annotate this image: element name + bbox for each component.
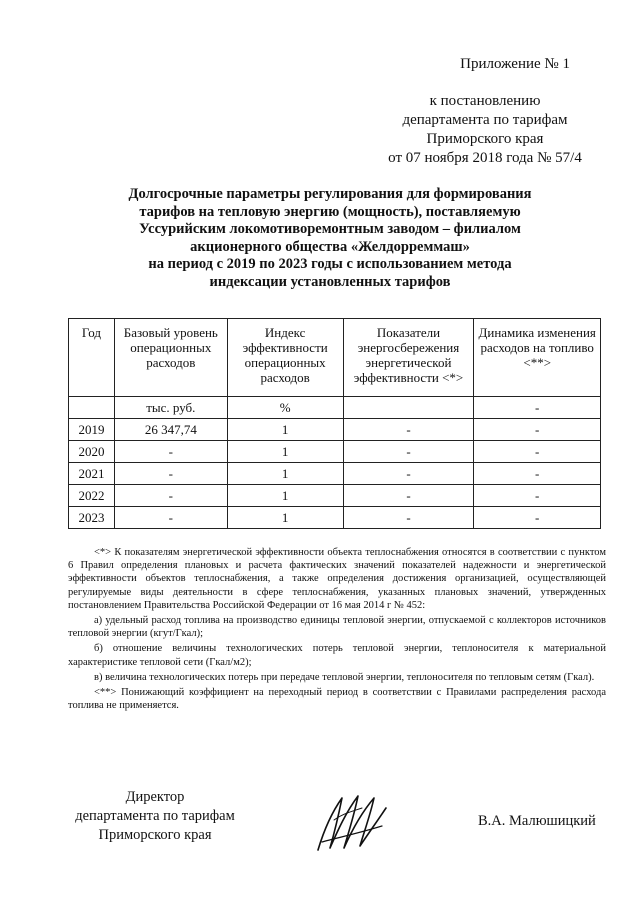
table-cell: 1 (227, 419, 343, 441)
table-cell: - (474, 463, 601, 485)
signatory-name: В.А. Малюшицкий (478, 813, 596, 829)
table-cell (69, 397, 115, 419)
table-cell: 2022 (69, 485, 115, 507)
reference-line: от 07 ноября 2018 года № 57/4 (388, 150, 582, 166)
table-cell: - (114, 463, 227, 485)
table-cell: - (114, 441, 227, 463)
table-cell: - (343, 463, 474, 485)
document-title (90, 186, 570, 291)
footnote-item-b: б) отношение величины технологических потерь тепловой энергии, теплоносителя к материальной характеристике тепловой сети (Гкал/м2); (68, 643, 606, 668)
title-line: на период с 2019 по 2023 годы с использованием метода (148, 256, 512, 272)
title-line: тарифов на тепловую энергию (мощность), поставляемую (139, 203, 521, 220)
table-header-row (69, 319, 601, 397)
header-year: Год (69, 319, 115, 397)
title-line: индексации установленных тарифов (209, 273, 451, 290)
table-cell: - (343, 419, 474, 441)
table-cell: - (474, 419, 601, 441)
signatory-position (60, 788, 250, 845)
header-energy-saving: Показатели энергосбережения энергетической эффективности <*> (343, 319, 474, 397)
table-row (69, 419, 601, 441)
position-line: департамента по тарифам (75, 808, 235, 824)
table-cell: - (474, 441, 601, 463)
table-cell: - (474, 485, 601, 507)
table-cell: 1 (227, 485, 343, 507)
header-fuel-dynamics: Динамика изменения расходов на топливо <**> (474, 319, 601, 397)
footnotes (68, 546, 606, 712)
table-cell: - (114, 485, 227, 507)
title-line: акционерного общества «Желдорреммаш» (190, 238, 470, 255)
table-cell: 2020 (69, 441, 115, 463)
table-units-row (69, 397, 601, 419)
table-cell: - (343, 507, 474, 529)
table-cell: - (474, 507, 601, 529)
table-row (69, 463, 601, 485)
table-cell (343, 397, 474, 419)
footnote-item-c: в) величина технологических потерь при передаче тепловой энергии, теплоносителя по тепловым сетям (Гкал). (94, 671, 595, 683)
table-row (69, 441, 601, 463)
reference-line: департамента по тарифам (402, 112, 568, 128)
table-row (69, 507, 601, 529)
footnote-item-a: а) удельный расход топлива на производство единицы тепловой энергии, отпускаемой с коллекторов источников тепловой энергии (кгут/Гкал); (68, 615, 606, 640)
appendix-label: Приложение № 1 (460, 56, 570, 72)
table-cell: - (343, 441, 474, 463)
table-cell: 26 347,74 (114, 419, 227, 441)
table-cell: 1 (227, 463, 343, 485)
parameters-table (68, 318, 601, 529)
table-row (69, 485, 601, 507)
table-cell: 2019 (69, 419, 115, 441)
table-cell: 2023 (69, 507, 115, 529)
header-base-opex: Базовый уровень операционных расходов (114, 319, 227, 397)
table-cell: - (474, 397, 601, 419)
table-cell: 1 (227, 507, 343, 529)
position-line: Директор (125, 789, 185, 805)
table-cell: 1 (227, 441, 343, 463)
table-cell: % (227, 397, 343, 419)
reference-line: Приморского края (426, 131, 544, 147)
title-line: Уссурийским локомотиворемонтным заводом – филиалом (139, 221, 521, 237)
table-cell: 2021 (69, 463, 115, 485)
footnote-energy-efficiency: <*> К показателям энергетической эффективности объекта теплоснабжения относятся в соответствии с пунктом 6 Правил определения плановых и расчета фактических значений показателей надежности и энергетической эффективности объектов теплоснабжения, а также определения достижения организацией, осуществляющей регулируемые виды деятельности в сфере теплоснабжения, указанных плановых значений, утвержденных постановлением Правительства Российской Федерации от 16 мая 2014 г № 452: (68, 547, 606, 611)
title-line: Долгосрочные параметры регулирования для формирования (128, 186, 532, 202)
resolution-reference (360, 92, 610, 168)
table-cell: - (114, 507, 227, 529)
table-cell: - (343, 485, 474, 507)
footnote-fuel-coefficient: <**> Понижающий коэффициент на переходный период в соответствии с Правилами распределения расхода топлива не применяется. (68, 687, 606, 712)
header-efficiency-index: Индекс эффективности операционных расходов (227, 319, 343, 397)
reference-line: к постановлению (429, 93, 541, 109)
handwritten-signature (312, 790, 392, 856)
position-line: Приморского края (98, 827, 212, 843)
table-cell: тыс. руб. (114, 397, 227, 419)
